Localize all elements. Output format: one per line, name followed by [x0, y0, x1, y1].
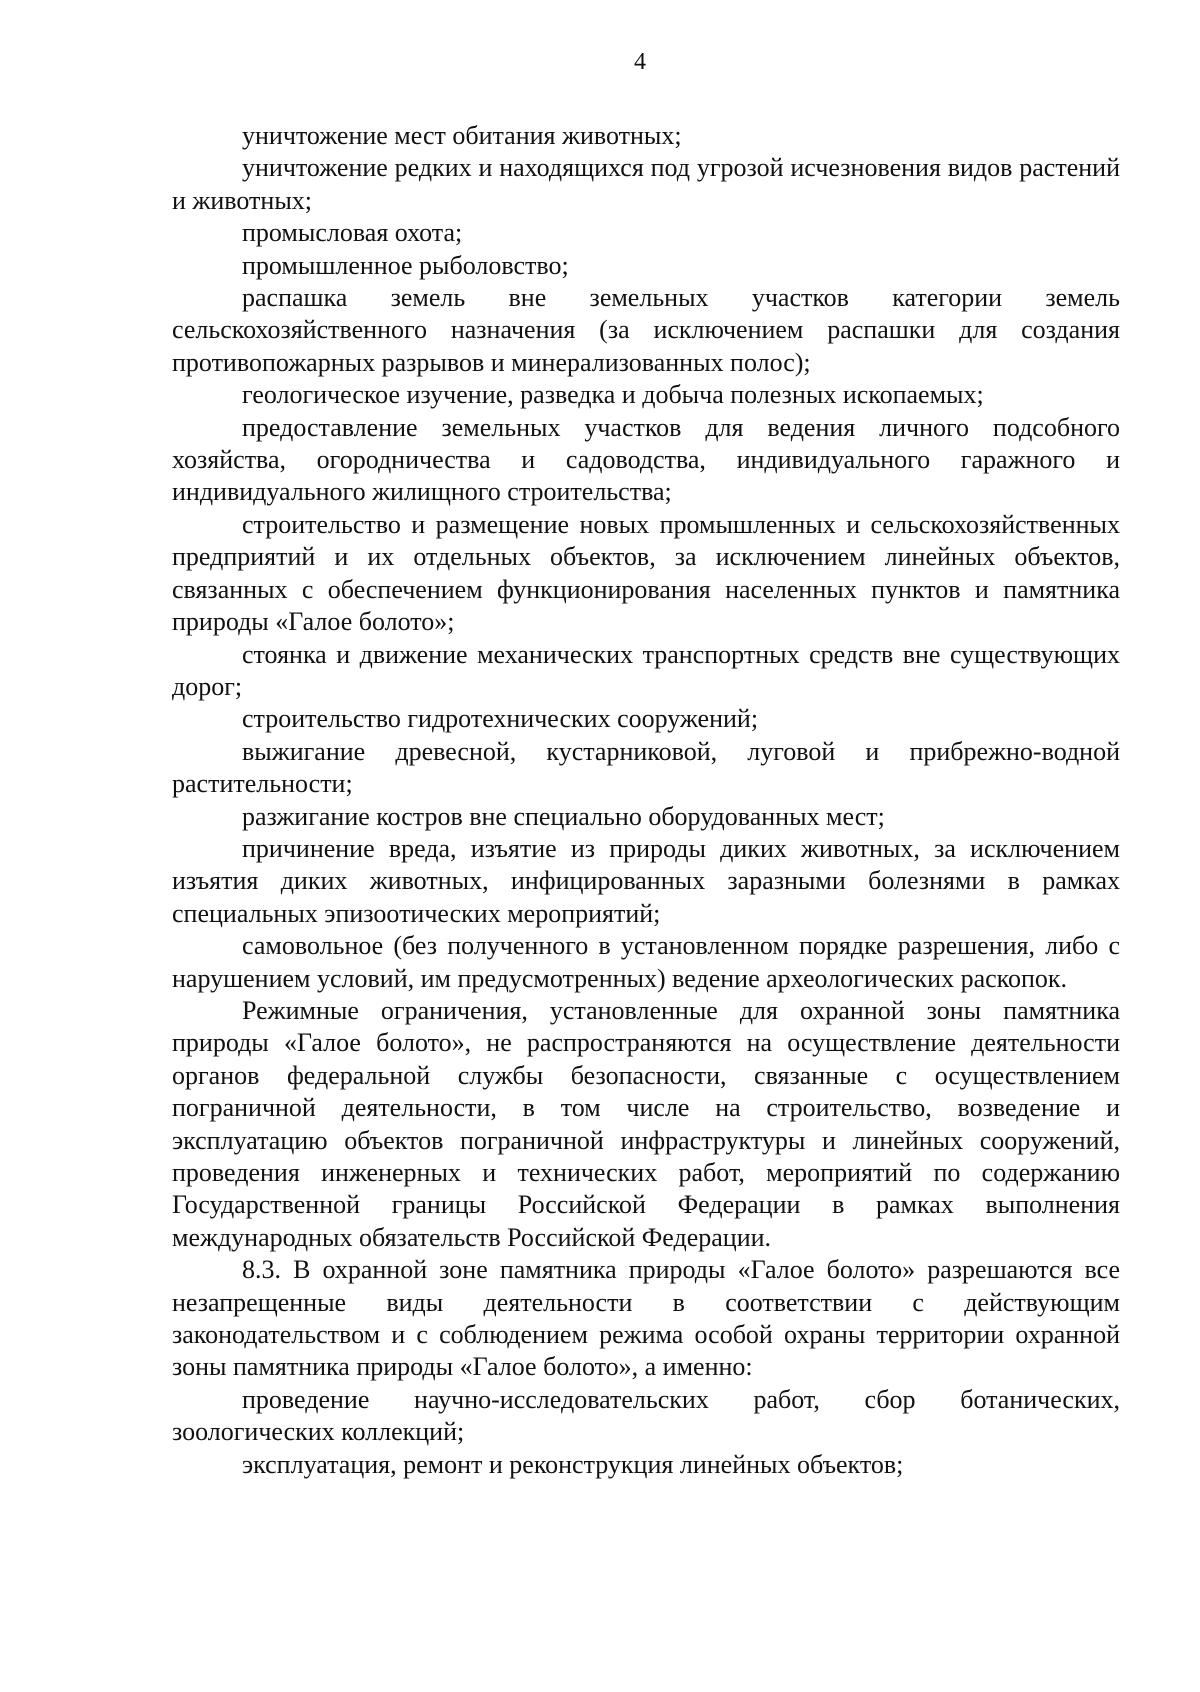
- paragraph-fires: разжигание костров вне специально оборудованных мест;: [242, 801, 885, 831]
- paragraph-construction: строительство и размещение новых промышленных и сельскохозяйственных предприятий и их отдельных объектов, за исключением линейных объектов, связанных с обеспечением функционирования населенных пунктов и памятника природы «Галое болото»;: [172, 509, 1120, 637]
- paragraph-section-8-3: 8.3. В охранной зоне памятника природы «Галое болото» разрешаются все незапрещенные виды деятельности в соответствии с действующим законодательством и с соблюдением режима особой охраны территории охранной зоны памятника природы «Галое болото», а именно:: [172, 1255, 1120, 1382]
- paragraph-rare-species: уничтожение редких и находящихся под угрозой исчезновения видов растений и животных;: [172, 153, 1120, 215]
- paragraph-linear-objects: эксплуатация, ремонт и реконструкция линейных объектов;: [242, 1449, 904, 1479]
- paragraph-ploughing: распашка земель вне земельных участков категории земель сельскохозяйственного назначения (за исключением распашки для создания противопожарных разрывов и минерализованных полос);: [172, 283, 1120, 377]
- paragraph-fishing: промышленное рыболовство;: [242, 250, 569, 280]
- page-number: 4: [634, 49, 646, 75]
- paragraph-habitat-destruction: уничтожение мест обитания животных;: [242, 121, 682, 150]
- paragraph-hunting: промысловая охота;: [242, 218, 463, 248]
- paragraph-research: проведение научно-исследовательских работ, сбор ботанических, зоологических коллекций;: [172, 1384, 1120, 1447]
- paragraph-fsb-exception: Режимные ограничения, установленные для охранной зоны памятника природы «Галое болото», не распространяются на осуществление деятельности органов федеральной службы безопасности, связанные с осуществлением пограничной деятельности, в том числе на строительство, возведение и эксплуатацию объектов пограничной инфраструктуры и линейных сооружений, проведения инженерных и технических работ, мероприятий по содержанию Государственной границы Российской Федерации в рамках выполнения международных обязательств Российской Федерации.: [172, 995, 1120, 1252]
- paragraph-burning: выжигание древесной, кустарниковой, луговой и прибрежно-водной растительности;: [172, 736, 1120, 799]
- paragraph-land-allocation: предоставление земельных участков для ведения личного подсобного хозяйства, огородничества и садоводства, индивидуального гаражного и индивидуального жилищного строительства;: [172, 412, 1120, 507]
- paragraph-geology: геологическое изучение, разведка и добыча полезных ископаемых;: [242, 380, 984, 410]
- document-body: [172, 120, 1120, 1481]
- paragraph-animals: причинение вреда, изъятие из природы диких животных, за исключением изъятия диких животных, инфицированных заразными болезнями в рамках специальных эпизоотических мероприятий;: [172, 833, 1120, 928]
- paragraph-excavations: самовольное (без полученного в установленном порядке разрешения, либо с нарушением условий, им предусмотренных) ведение археологических раскопок.: [172, 931, 1120, 993]
- paragraph-hydro: строительство гидротехнических сооружений;: [242, 704, 759, 734]
- paragraph-vehicles: стоянка и движение механических транспортных средств вне существующих дорог;: [172, 639, 1120, 701]
